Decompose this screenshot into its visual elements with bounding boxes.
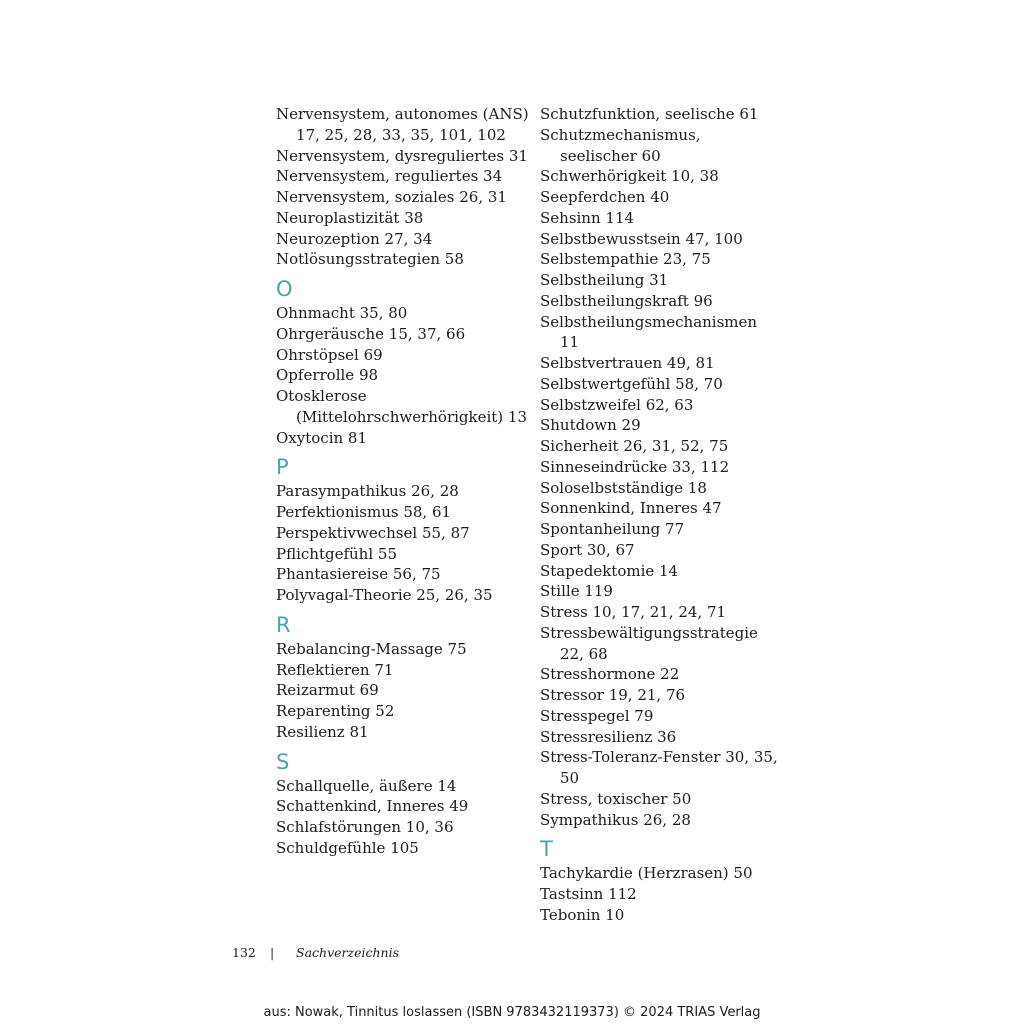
index-entry: Oxytocin 81 bbox=[276, 428, 368, 447]
index-entry: Opferrolle 98 bbox=[276, 366, 379, 385]
index-entry: Sicherheit 26, 31, 52, 75 bbox=[540, 437, 729, 455]
index-entry: Neuroplastizität 38 bbox=[276, 208, 424, 227]
letter-heading: T bbox=[540, 837, 553, 862]
index-entry: Stresshormone 22 bbox=[540, 665, 680, 684]
page-number: 132 bbox=[232, 945, 256, 960]
index-entry: Otosklerose (Mittelohrschwerhörigkeit) 13 bbox=[276, 387, 528, 426]
letter-heading: O bbox=[276, 277, 293, 301]
index-entry: Schutzmechanismus, seelischer 60 bbox=[540, 125, 701, 165]
index-entry: Tachykardie (Herzrasen) 50 bbox=[540, 864, 753, 883]
index-entry: Schlafstörungen 10, 36 bbox=[276, 818, 454, 836]
index-entry: Polyvagal-Theorie 25, 26, 35 bbox=[276, 586, 493, 604]
section-title: Sachverzeichnis bbox=[296, 945, 399, 960]
page-footer bbox=[232, 945, 399, 960]
index-entry: Sympathikus 26, 28 bbox=[540, 810, 691, 829]
index-entry: Nervensystem, soziales 26, 31 bbox=[276, 188, 507, 206]
index-entry: Schuldgefühle 105 bbox=[276, 838, 419, 857]
index-entry: Stresspegel 79 bbox=[540, 706, 654, 725]
index-entry: Schwerhörigkeit 10, 38 bbox=[540, 167, 719, 186]
index-entry: Selbstheilung 31 bbox=[540, 271, 669, 289]
index-entry: Shutdown 29 bbox=[540, 416, 641, 435]
index-entry: Ohnmacht 35, 80 bbox=[276, 304, 408, 322]
index-entry: Selbstheilungsmechanismen 11 bbox=[540, 312, 758, 352]
index-entry: Tebonin 10 bbox=[540, 905, 625, 924]
letter-heading: P bbox=[276, 455, 289, 480]
index-entry: Nervensystem, autonomes (ANS) 17, 25, 28, 33, 35, 101, 102 bbox=[276, 105, 529, 144]
index-entry: Tastsinn 112 bbox=[540, 885, 637, 903]
index-entry: Stapedektomie 14 bbox=[540, 561, 679, 580]
index-entry: Sport 30, 67 bbox=[540, 540, 635, 559]
index-entry: Ohrstöpsel 69 bbox=[276, 345, 383, 364]
index-entry: Reizarmut 69 bbox=[276, 681, 379, 700]
index-entry: Spontanheilung 77 bbox=[540, 520, 685, 538]
index-entry: Stress 10, 17, 21, 24, 71 bbox=[540, 603, 727, 621]
index-entry: Selbstvertrauen 49, 81 bbox=[540, 354, 715, 372]
index-entry: Selbstempathie 23, 75 bbox=[540, 250, 711, 269]
index-entry: Stress-Toleranz-Fenster 30, 35, 50 bbox=[540, 748, 778, 787]
index-entry: Stressor 19, 21, 76 bbox=[540, 686, 686, 704]
index-entry: Seepferdchen 40 bbox=[540, 188, 670, 206]
index-column-left bbox=[276, 104, 531, 859]
index-entry: Notlösungsstrategien 58 bbox=[276, 250, 464, 269]
index-entry: Ohrgeräusche 15, 37, 66 bbox=[276, 324, 466, 343]
index-entry: Reflektieren 71 bbox=[276, 660, 394, 679]
index-entry: Resilienz 81 bbox=[276, 722, 369, 741]
footer-separator: | bbox=[270, 945, 275, 960]
index-entry: Selbstheilungskraft 96 bbox=[540, 291, 713, 310]
source-citation: aus: Nowak, Tinnitus loslassen (ISBN 9783432119373) © 2024 TRIAS Verlag bbox=[263, 1005, 761, 1020]
letter-heading: S bbox=[276, 749, 290, 774]
index-entry: Stressbewältigungsstrategie 22, 68 bbox=[540, 623, 758, 663]
index-entry: Selbstbewusstsein 47, 100 bbox=[540, 229, 743, 248]
index-entry: Nervensystem, reguliertes 34 bbox=[276, 167, 503, 186]
index-entry: Perspektivwechsel 55, 87 bbox=[276, 523, 470, 542]
index-entry: Schutzfunktion, seelische 61 bbox=[540, 105, 759, 123]
index-entry: Sonnenkind, Inneres 47 bbox=[540, 499, 722, 518]
index-entry: Soloselbstständige 18 bbox=[540, 478, 707, 497]
index-entry: Phantasiereise 56, 75 bbox=[276, 565, 441, 584]
index-entry: Pflichtgefühl 55 bbox=[276, 544, 397, 563]
index-entry: Schallquelle, äußere 14 bbox=[276, 776, 457, 795]
index-entry: Stressresilienz 36 bbox=[540, 727, 677, 746]
index-entry: Selbstzweifel 62, 63 bbox=[540, 395, 694, 414]
letter-heading: R bbox=[276, 612, 291, 637]
index-entry: Sehsinn 114 bbox=[540, 208, 635, 227]
index-entry: Rebalancing-Massage 75 bbox=[276, 639, 467, 658]
index-entry: Perfektionismus 58, 61 bbox=[276, 503, 452, 521]
index-entry: Neurozeption 27, 34 bbox=[276, 229, 433, 248]
index-entry: Selbstwertgefühl 58, 70 bbox=[540, 374, 723, 393]
index-entry: Sinneseindrücke 33, 112 bbox=[540, 457, 730, 476]
index-column-right bbox=[540, 104, 780, 926]
index-entry: Parasympathikus 26, 28 bbox=[276, 482, 459, 501]
index-entry: Schattenkind, Inneres 49 bbox=[276, 797, 469, 816]
index-entry: Stress, toxischer 50 bbox=[540, 789, 692, 808]
index-entry: Reparenting 52 bbox=[276, 702, 395, 720]
index-entry: Nervensystem, dysreguliertes 31 bbox=[276, 146, 528, 165]
index-entry: Stille 119 bbox=[540, 582, 613, 601]
